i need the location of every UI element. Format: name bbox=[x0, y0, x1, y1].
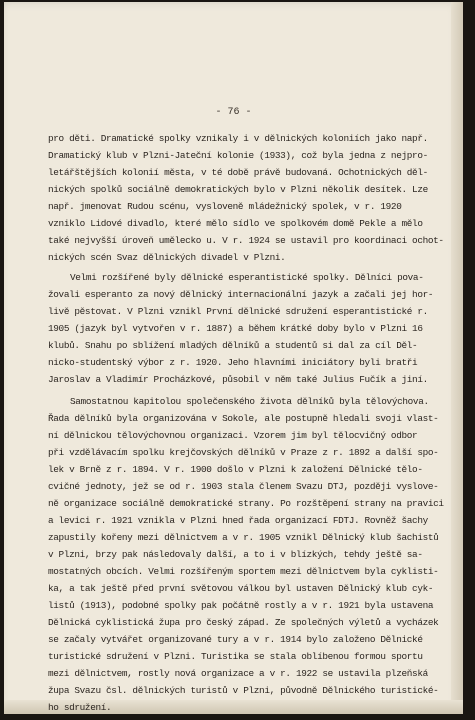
text-line: zapustily kořeny mezi dělnictvem a v r. 1905 vznikl Dělnický klub šachistů bbox=[48, 532, 439, 543]
text-line: Řada dělníků byla organizována v Sokole, ale postupně hledali svoji vlast- bbox=[48, 413, 439, 424]
text-line: a levici r. 1921 vznikla v Plzni hned řada organizací FDTJ. Rovněž šachy bbox=[48, 515, 428, 526]
text-line: žovali esperanto za nový dělnický internacionální jazyk a začali jej hor- bbox=[48, 289, 434, 300]
text-line: se začaly vytvářet organizované tury a v r. 1914 bylo založeno Dělnické bbox=[48, 634, 423, 645]
page-number: - 76 - bbox=[215, 107, 252, 118]
text-line: klubů. Snahu po sblížení mladých dělníků a studentů si dal za cíl Děl- bbox=[48, 340, 418, 351]
text-line: listů (1913), podobné spolky pak počátně rostly a v r. 1921 byla ustavena bbox=[48, 600, 434, 611]
text-line: Velmi rozšířené byly dělnické esperantistické spolky. Dělníci pova- bbox=[70, 272, 424, 283]
text-line: cvičné jednoty, jež se od r. 1903 stala členem Svazu DTJ, později vyslove- bbox=[48, 481, 439, 492]
text-line: župa Svazu čsl. dělnických turistů v Plzni, původně Dělnického turistické- bbox=[48, 685, 439, 696]
text-line: nických scén Svaz dělnických divadel v Plzni. bbox=[48, 252, 286, 263]
text-line: např. jmenovat Rudou scénu, vysloveně mládežnický spolek, v r. 1920 bbox=[48, 201, 402, 212]
text-line: pro děti. Dramatické spolky vznikaly i v dělnických koloniích jako např. bbox=[48, 133, 428, 144]
text-line: 1905 (jazyk byl vytvořen v r. 1887) a během krátké doby bylo v Plzni 16 bbox=[48, 323, 423, 334]
text-line: Dělnická cyklistická župa pro český západ. Ze společných výletů a vycházek bbox=[48, 617, 439, 628]
text-line: lek v Brně z r. 1894. V r. 1900 došlo v Plzni k založení Dělnické tělo- bbox=[48, 464, 423, 475]
text-line: vzniklo Lidové divadlo, které mělo sídlo ve spolkovém domě Pekle a mělo bbox=[48, 218, 423, 229]
text-line: ní dělnickou tělovýchovnou organizaci. Vzorem jim byl tělocvičný odbor bbox=[48, 430, 418, 441]
text-line: při vzdělávacím spolku krejčovských dělníků v Praze z r. 1892 a další spo- bbox=[48, 447, 439, 458]
text-line: ho sdružení. bbox=[48, 702, 112, 713]
text-line: mostatných obcích. Velmi rozšířeným sportem mezi dělnictvem byla cyklisti- bbox=[48, 566, 439, 577]
text-line: ně organizace sociálně demokratické strany. Po rozštěpení strany na pravici bbox=[48, 498, 444, 509]
text-line: nických spolků sociálně demokratických bylo v Plzni několik desítek. Lze bbox=[48, 184, 428, 195]
text-line: Jaroslav a Vladimír Procházkové, působil v něm také Julius Fučík a jiní. bbox=[48, 374, 428, 385]
text-line: ka, a tak ještě před první světovou válkou byl ustaven Dělnický klub cyk- bbox=[48, 583, 434, 594]
text-line: livě pěstovat. V Plzni vznikl První dělnické sdružení esperantistické r. bbox=[48, 306, 428, 317]
document-page bbox=[4, 2, 463, 714]
text-line: mezi dělnictvem, rostly nová organizace a v r. 1922 se ustavila plzeňská bbox=[48, 668, 428, 679]
text-line: turistické sdružení v Plzni. Turistika se stala oblíbenou formou sportu bbox=[48, 651, 423, 662]
text-line: Dramatický klub v Plzni-Jateční kolonie (1933), což byla jedna z nejpro- bbox=[48, 150, 428, 161]
text-line: letářštějších kolonií města, v té době právě budovaná. Ochotnických děl- bbox=[48, 167, 428, 178]
text-line: Samostatnou kapitolou společenského života dělníků byla tělovýchova. bbox=[70, 396, 429, 407]
text-line: v Plzni, brzy pak následovaly další, a to i v blízkých, tehdy ještě sa- bbox=[48, 549, 423, 560]
text-line: nicko-studentský výbor z r. 1920. Jeho hlavními iniciátory byli bratři bbox=[48, 357, 418, 368]
text-line: také nejvyšší úroveň umělecko u. V r. 1924 se ustavil pro koordinaci ochot- bbox=[48, 235, 444, 246]
